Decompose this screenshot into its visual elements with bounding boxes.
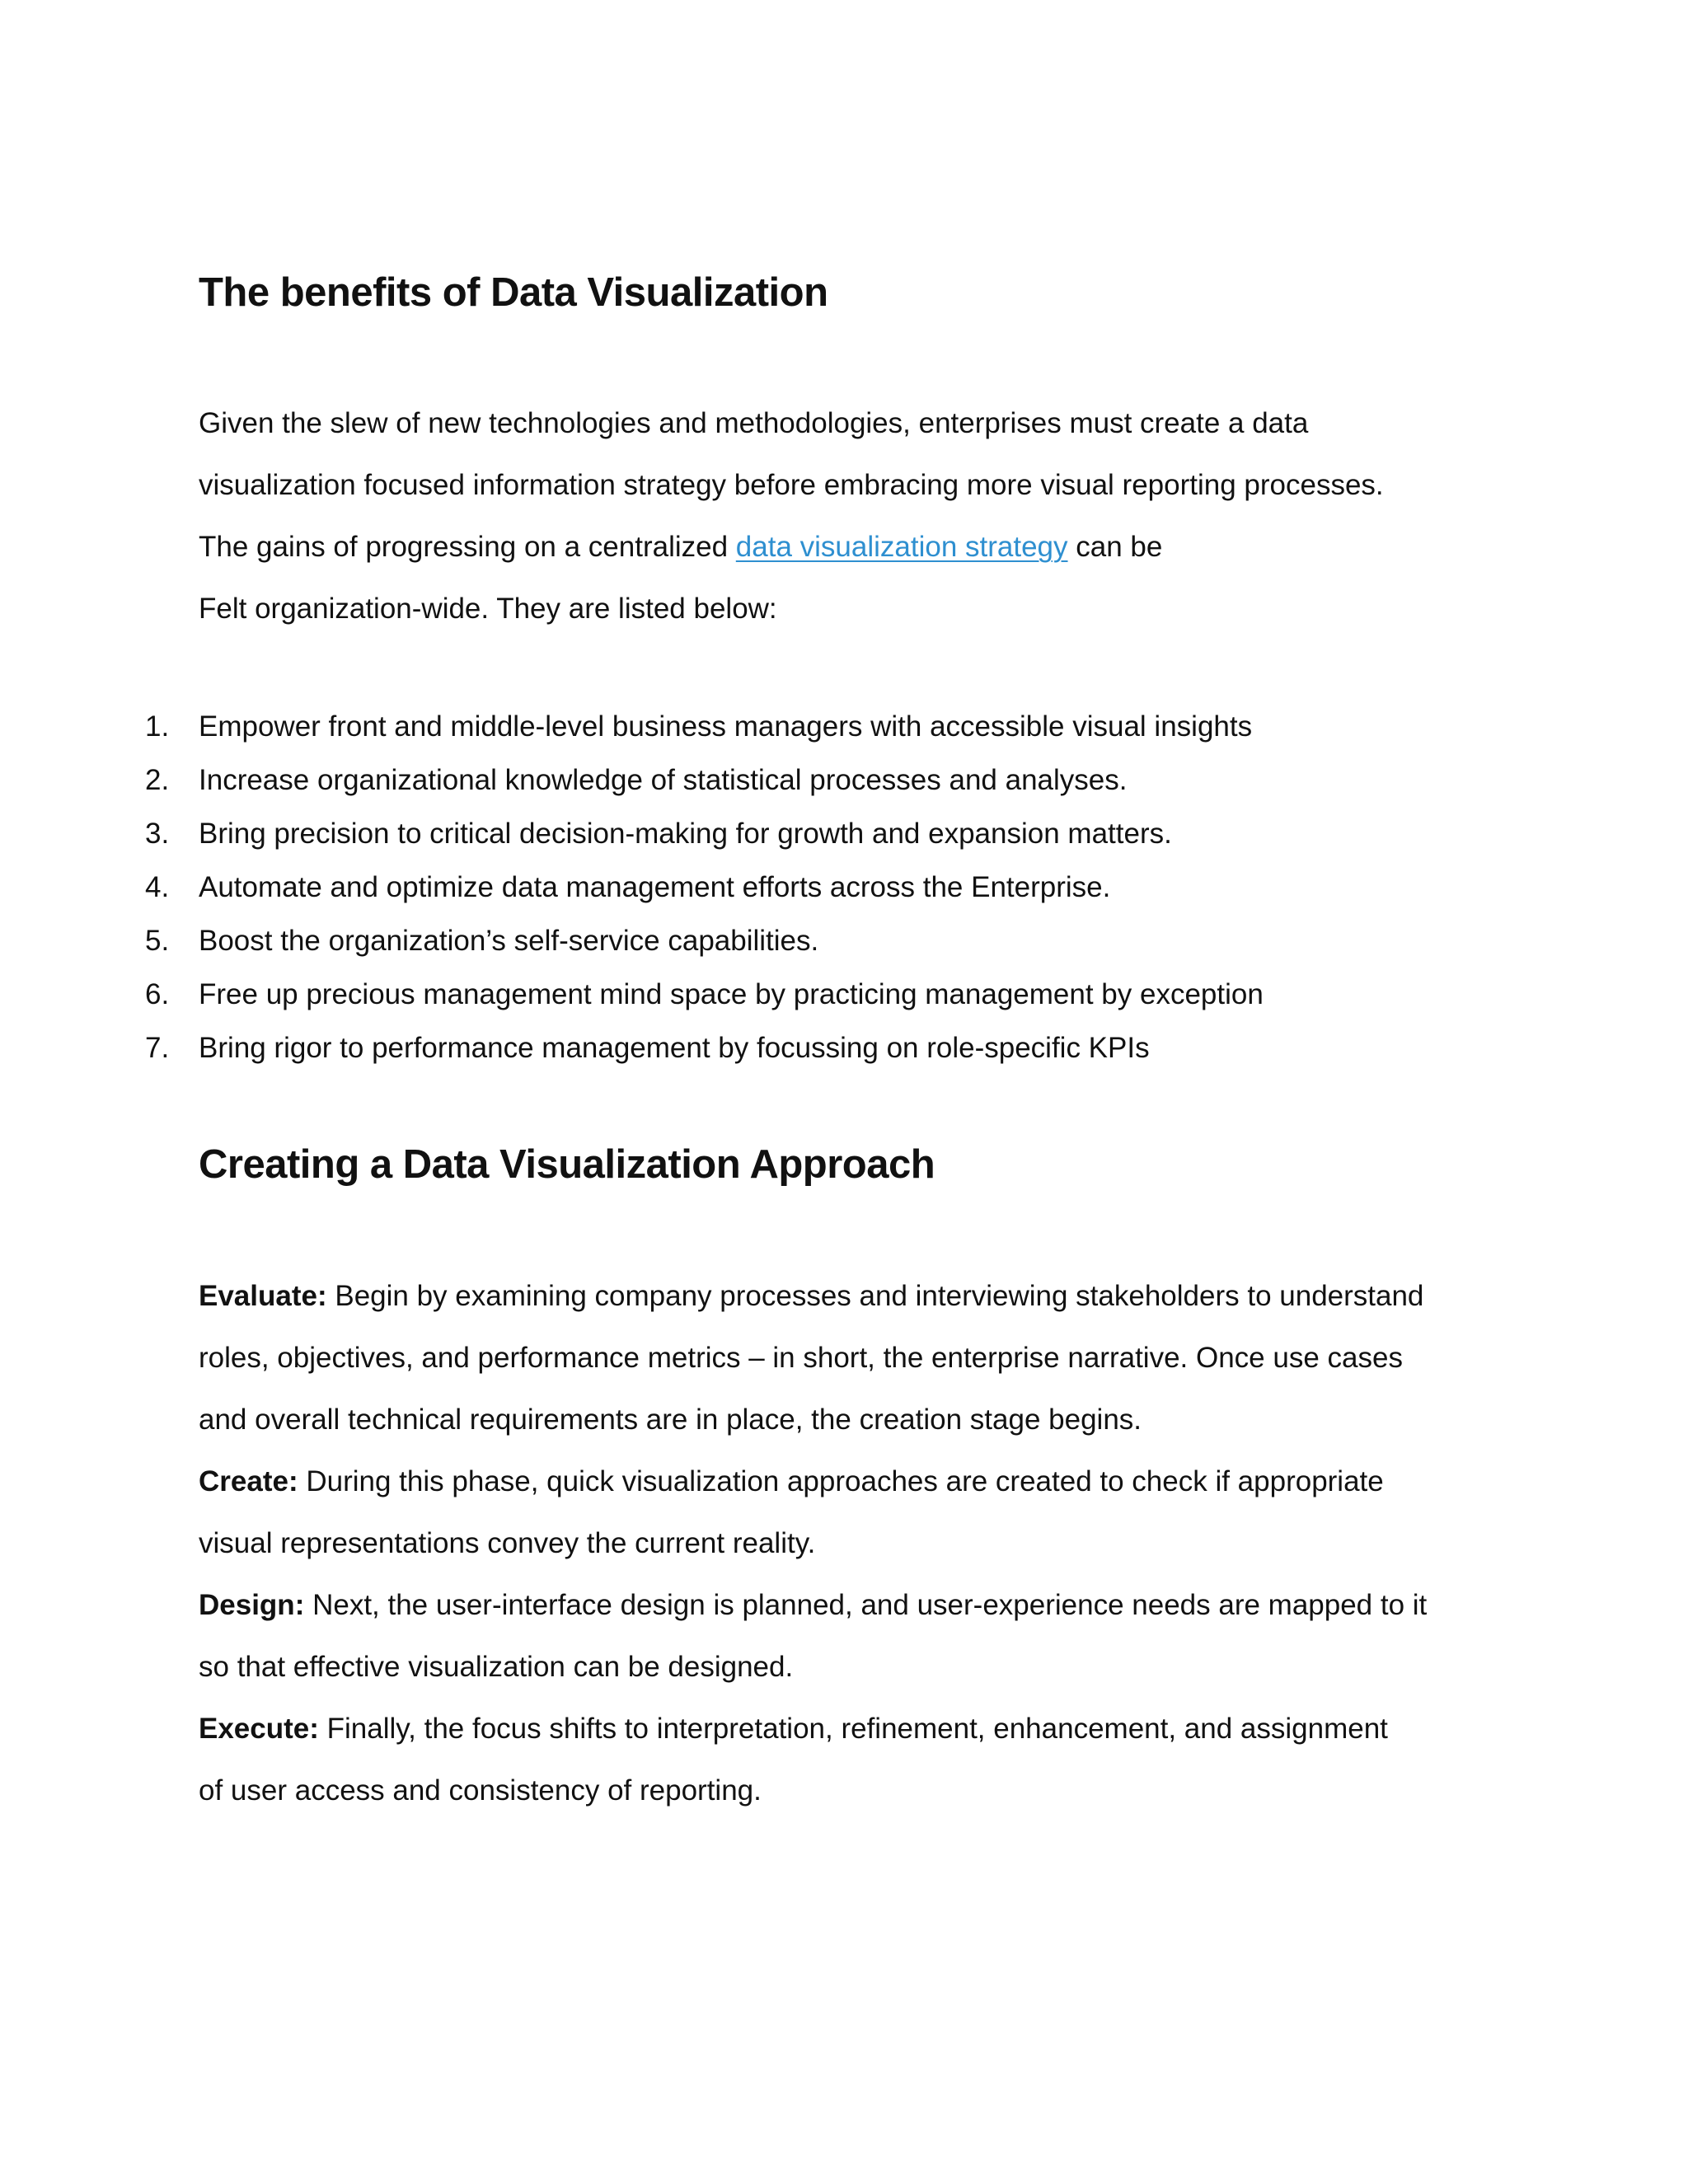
- list-item-number: 4.: [145, 871, 170, 903]
- intro-line-3-start: The gains of progressing on a centralized: [199, 531, 729, 563]
- evaluate-label: Evaluate:: [199, 1280, 327, 1312]
- create-line-2: visual representations convey the current reality.: [199, 1527, 816, 1559]
- evaluate-line-3: and overall technical requirements are in place, the creation stage begins.: [199, 1404, 1142, 1436]
- heading-approach: Creating a Data Visualization Approach: [199, 1142, 935, 1187]
- list-item-text: Automate and optimize data management efforts across the Enterprise.: [199, 871, 1111, 903]
- intro-line-3-end: can be: [1076, 531, 1163, 563]
- list-item-number: 3.: [145, 818, 170, 850]
- evaluate-line-1: [199, 1280, 1423, 1313]
- design-line-1: [199, 1589, 1427, 1622]
- list-item-text: Boost the organization’s self-service capabilities.: [199, 925, 819, 957]
- create-label: Create:: [199, 1465, 298, 1497]
- design-label: Design:: [199, 1589, 305, 1621]
- intro-line-1: Given the slew of new technologies and methodologies, enterprises must create a data: [199, 407, 1309, 439]
- execute-line-1: [199, 1713, 1388, 1746]
- list-item-text: Bring rigor to performance management by focussing on role-specific KPIs: [199, 1032, 1150, 1064]
- list-item-text: Bring precision to critical decision-making for growth and expansion matters.: [199, 818, 1172, 850]
- heading-benefits: The benefits of Data Visualization: [199, 270, 828, 315]
- intro-line-2: visualization focused information strategy before embracing more visual reporting processes.: [199, 469, 1384, 501]
- list-item-number: 2.: [145, 764, 170, 796]
- list-item-text: Empower front and middle-level business managers with accessible visual insights: [199, 710, 1253, 743]
- execute-text: Finally, the focus shifts to interpretation, refinement, enhancement, and assignment: [318, 1713, 1388, 1745]
- design-text: Next, the user-interface design is planned, and user-experience needs are mapped to it: [304, 1589, 1428, 1621]
- list-item-text: Increase organizational knowledge of statistical processes and analyses.: [199, 764, 1128, 796]
- list-item-text: Free up precious management mind space by practicing management by exception: [199, 978, 1264, 1010]
- data-visualization-strategy-link[interactable]: data visualization strategy: [735, 531, 1068, 563]
- create-line-1: [199, 1465, 1384, 1498]
- list-item-number: 5.: [145, 925, 170, 957]
- list-item-number: 6.: [145, 978, 170, 1010]
- list-item-number: 1.: [145, 710, 170, 743]
- intro-line-3: [199, 531, 1162, 564]
- evaluate-line-2: roles, objectives, and performance metrics – in short, the enterprise narrative. Once use cases: [199, 1342, 1403, 1374]
- execute-label: Execute:: [199, 1713, 319, 1745]
- list-item-number: 7.: [145, 1032, 170, 1064]
- execute-line-2: of user access and consistency of reporting.: [199, 1774, 762, 1807]
- design-line-2: so that effective visualization can be designed.: [199, 1651, 794, 1683]
- evaluate-text: Begin by examining company processes and interviewing stakeholders to understand: [326, 1280, 1424, 1312]
- create-text: During this phase, quick visualization approaches are created to check if appropriate: [298, 1465, 1384, 1497]
- intro-line-4: Felt organization-wide. They are listed below:: [199, 593, 777, 625]
